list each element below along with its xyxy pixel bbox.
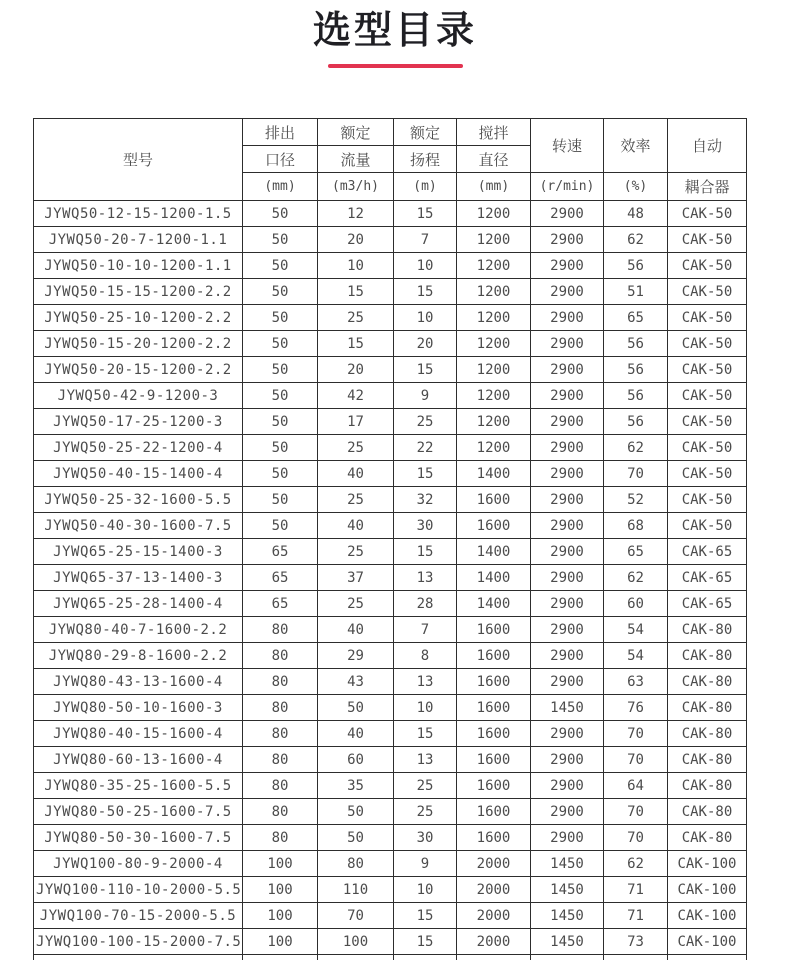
value-cell: 1200 xyxy=(457,357,531,383)
col-header-flow-line2: 流量 xyxy=(318,146,394,173)
table-row xyxy=(34,851,747,877)
col-header-head-line2: 扬程 xyxy=(394,146,457,173)
value-cell: 1600 xyxy=(457,643,531,669)
value-cell xyxy=(243,955,318,960)
value-cell: 2000 xyxy=(457,877,531,903)
value-cell: CAK-65 xyxy=(668,539,747,565)
col-header-flow-line1: 额定 xyxy=(318,119,394,146)
value-cell: 80 xyxy=(243,799,318,825)
value-cell: 65 xyxy=(604,539,668,565)
table-row xyxy=(34,279,747,305)
model-cell: JYWQ100-80-9-2000-4 xyxy=(34,851,243,877)
value-cell: CAK-80 xyxy=(668,721,747,747)
value-cell: 1600 xyxy=(457,617,531,643)
model-cell: JYWQ100-110-10-2000-5.5 xyxy=(34,877,243,903)
value-cell: 50 xyxy=(318,695,394,721)
value-cell: 60 xyxy=(604,591,668,617)
value-cell: 2900 xyxy=(531,305,604,331)
table-row xyxy=(34,799,747,825)
col-header-discharge-line1: 排出 xyxy=(243,119,318,146)
unit-head: (m) xyxy=(394,173,457,201)
unit-efficiency: (%) xyxy=(604,173,668,201)
value-cell: 2900 xyxy=(531,539,604,565)
value-cell: 20 xyxy=(318,227,394,253)
table-row xyxy=(34,201,747,227)
model-cell: JYWQ50-25-10-1200-2.2 xyxy=(34,305,243,331)
model-cell: JYWQ80-40-7-1600-2.2 xyxy=(34,617,243,643)
value-cell: 30 xyxy=(394,513,457,539)
value-cell: CAK-50 xyxy=(668,409,747,435)
model-cell: JYWQ50-40-15-1400-4 xyxy=(34,461,243,487)
table-row xyxy=(34,331,747,357)
value-cell: CAK-100 xyxy=(668,929,747,955)
model-cell: JYWQ80-50-10-1600-3 xyxy=(34,695,243,721)
value-cell: 37 xyxy=(318,565,394,591)
value-cell: 15 xyxy=(318,331,394,357)
value-cell xyxy=(531,955,604,960)
value-cell: 1600 xyxy=(457,487,531,513)
value-cell: CAK-100 xyxy=(668,877,747,903)
value-cell: 70 xyxy=(604,747,668,773)
value-cell: 50 xyxy=(243,227,318,253)
value-cell: 50 xyxy=(243,383,318,409)
value-cell: 1450 xyxy=(531,695,604,721)
value-cell: 70 xyxy=(604,721,668,747)
value-cell: 2900 xyxy=(531,461,604,487)
value-cell: 71 xyxy=(604,877,668,903)
value-cell: 80 xyxy=(243,695,318,721)
col-header-stir-line1: 搅拌 xyxy=(457,119,531,146)
model-cell: JYWQ50-10-10-1200-1.1 xyxy=(34,253,243,279)
value-cell: 1200 xyxy=(457,305,531,331)
value-cell: 65 xyxy=(243,591,318,617)
value-cell: CAK-80 xyxy=(668,773,747,799)
value-cell: 1600 xyxy=(457,513,531,539)
table-row xyxy=(34,539,747,565)
model-cell: JYWQ80-60-13-1600-4 xyxy=(34,747,243,773)
value-cell xyxy=(668,955,747,960)
model-cell: JYWQ100-100-15-2000-7.5 xyxy=(34,929,243,955)
value-cell xyxy=(457,955,531,960)
model-cell: JYWQ50-40-30-1600-7.5 xyxy=(34,513,243,539)
value-cell: 28 xyxy=(394,591,457,617)
value-cell: 2900 xyxy=(531,617,604,643)
value-cell: 80 xyxy=(243,617,318,643)
value-cell: 1600 xyxy=(457,747,531,773)
value-cell: 50 xyxy=(243,487,318,513)
table-row xyxy=(34,825,747,851)
model-cell: JYWQ50-20-7-1200-1.1 xyxy=(34,227,243,253)
value-cell: CAK-50 xyxy=(668,305,747,331)
value-cell: CAK-50 xyxy=(668,253,747,279)
unit-speed: (r/min) xyxy=(531,173,604,201)
value-cell: 9 xyxy=(394,383,457,409)
value-cell: 2900 xyxy=(531,669,604,695)
value-cell: 110 xyxy=(318,877,394,903)
value-cell: CAK-65 xyxy=(668,565,747,591)
model-cell: JYWQ65-25-15-1400-3 xyxy=(34,539,243,565)
value-cell: 80 xyxy=(243,747,318,773)
value-cell: 1600 xyxy=(457,773,531,799)
value-cell: 1400 xyxy=(457,565,531,591)
value-cell xyxy=(604,955,668,960)
title-underline-decoration xyxy=(328,64,463,68)
table-header xyxy=(34,119,747,201)
value-cell: 76 xyxy=(604,695,668,721)
table-row-cutoff xyxy=(34,955,747,960)
value-cell: 25 xyxy=(394,799,457,825)
value-cell: CAK-80 xyxy=(668,695,747,721)
value-cell xyxy=(394,955,457,960)
value-cell: 1200 xyxy=(457,253,531,279)
model-cell: JYWQ50-25-22-1200-4 xyxy=(34,435,243,461)
table-row xyxy=(34,617,747,643)
value-cell: 80 xyxy=(318,851,394,877)
table-row xyxy=(34,929,747,955)
value-cell: 1200 xyxy=(457,201,531,227)
value-cell: 50 xyxy=(318,825,394,851)
value-cell: 1200 xyxy=(457,227,531,253)
value-cell: 9 xyxy=(394,851,457,877)
value-cell: CAK-80 xyxy=(668,669,747,695)
model-cell: JYWQ50-12-15-1200-1.5 xyxy=(34,201,243,227)
value-cell: 40 xyxy=(318,513,394,539)
col-header-efficiency: 效率 xyxy=(604,119,668,173)
value-cell: 54 xyxy=(604,617,668,643)
value-cell: CAK-50 xyxy=(668,279,747,305)
value-cell: 1450 xyxy=(531,903,604,929)
value-cell: 70 xyxy=(318,903,394,929)
pump-selection-table xyxy=(33,118,747,960)
table-row xyxy=(34,305,747,331)
value-cell: 1200 xyxy=(457,383,531,409)
value-cell: 80 xyxy=(243,721,318,747)
value-cell: 50 xyxy=(243,279,318,305)
col-header-stir-line2: 直径 xyxy=(457,146,531,173)
value-cell: 80 xyxy=(243,643,318,669)
value-cell: 2900 xyxy=(531,435,604,461)
value-cell: CAK-50 xyxy=(668,331,747,357)
table-row xyxy=(34,435,747,461)
value-cell: 25 xyxy=(318,591,394,617)
value-cell: 42 xyxy=(318,383,394,409)
value-cell: 71 xyxy=(604,903,668,929)
value-cell: 25 xyxy=(394,409,457,435)
value-cell: CAK-50 xyxy=(668,383,747,409)
value-cell: 32 xyxy=(394,487,457,513)
value-cell: 2900 xyxy=(531,799,604,825)
value-cell: 80 xyxy=(243,669,318,695)
value-cell: 22 xyxy=(394,435,457,461)
value-cell: 100 xyxy=(243,903,318,929)
value-cell xyxy=(34,955,243,960)
value-cell: 50 xyxy=(243,435,318,461)
value-cell: 1200 xyxy=(457,331,531,357)
value-cell: 25 xyxy=(318,487,394,513)
value-cell: 2900 xyxy=(531,409,604,435)
value-cell: 56 xyxy=(604,331,668,357)
value-cell: 15 xyxy=(394,279,457,305)
col-header-speed: 转速 xyxy=(531,119,604,173)
value-cell: 12 xyxy=(318,201,394,227)
value-cell: CAK-50 xyxy=(668,461,747,487)
value-cell: CAK-50 xyxy=(668,513,747,539)
table-row xyxy=(34,773,747,799)
model-cell: JYWQ50-42-9-1200-3 xyxy=(34,383,243,409)
value-cell: 70 xyxy=(604,825,668,851)
value-cell: 50 xyxy=(243,513,318,539)
model-cell: JYWQ50-15-15-1200-2.2 xyxy=(34,279,243,305)
value-cell: CAK-50 xyxy=(668,487,747,513)
value-cell: 43 xyxy=(318,669,394,695)
value-cell: 68 xyxy=(604,513,668,539)
value-cell: 50 xyxy=(243,253,318,279)
table-row xyxy=(34,903,747,929)
model-cell: JYWQ80-43-13-1600-4 xyxy=(34,669,243,695)
table-row xyxy=(34,513,747,539)
value-cell: 60 xyxy=(318,747,394,773)
value-cell: 1200 xyxy=(457,409,531,435)
table-row xyxy=(34,487,747,513)
model-cell: JYWQ80-50-25-1600-7.5 xyxy=(34,799,243,825)
value-cell: 25 xyxy=(394,773,457,799)
value-cell: 2900 xyxy=(531,773,604,799)
value-cell: 1200 xyxy=(457,279,531,305)
table-row xyxy=(34,253,747,279)
value-cell: 1600 xyxy=(457,695,531,721)
table-row xyxy=(34,227,747,253)
value-cell: CAK-50 xyxy=(668,435,747,461)
value-cell: 8 xyxy=(394,643,457,669)
value-cell: 2900 xyxy=(531,513,604,539)
value-cell: 10 xyxy=(318,253,394,279)
col-header-discharge-line2: 口径 xyxy=(243,146,318,173)
value-cell: CAK-100 xyxy=(668,851,747,877)
value-cell: 50 xyxy=(243,409,318,435)
table-row xyxy=(34,461,747,487)
unit-coupler: 耦合器 xyxy=(668,173,747,201)
value-cell: 15 xyxy=(394,357,457,383)
value-cell: 52 xyxy=(604,487,668,513)
value-cell: CAK-50 xyxy=(668,227,747,253)
value-cell: 1200 xyxy=(457,435,531,461)
model-cell: JYWQ80-50-30-1600-7.5 xyxy=(34,825,243,851)
value-cell: 2900 xyxy=(531,591,604,617)
page-title: 选型目录 xyxy=(312,8,477,52)
value-cell: 1400 xyxy=(457,461,531,487)
value-cell: 1450 xyxy=(531,851,604,877)
value-cell: 13 xyxy=(394,669,457,695)
value-cell: CAK-80 xyxy=(668,799,747,825)
value-cell: 62 xyxy=(604,565,668,591)
value-cell: 50 xyxy=(318,799,394,825)
value-cell: 25 xyxy=(318,435,394,461)
table-row xyxy=(34,383,747,409)
value-cell: 2900 xyxy=(531,747,604,773)
value-cell: 20 xyxy=(318,357,394,383)
value-cell: 48 xyxy=(604,201,668,227)
value-cell xyxy=(318,955,394,960)
table-row xyxy=(34,669,747,695)
value-cell: CAK-80 xyxy=(668,825,747,851)
table-row xyxy=(34,591,747,617)
value-cell: 35 xyxy=(318,773,394,799)
value-cell: 1450 xyxy=(531,877,604,903)
unit-discharge: (mm) xyxy=(243,173,318,201)
model-cell: JYWQ100-70-15-2000-5.5 xyxy=(34,903,243,929)
value-cell: 2900 xyxy=(531,279,604,305)
model-cell: JYWQ50-25-32-1600-5.5 xyxy=(34,487,243,513)
value-cell: 2900 xyxy=(531,357,604,383)
value-cell: 62 xyxy=(604,851,668,877)
value-cell: CAK-50 xyxy=(668,201,747,227)
value-cell: 50 xyxy=(243,201,318,227)
value-cell: 1400 xyxy=(457,539,531,565)
model-cell: JYWQ80-35-25-1600-5.5 xyxy=(34,773,243,799)
value-cell: 100 xyxy=(243,851,318,877)
model-cell: JYWQ50-15-20-1200-2.2 xyxy=(34,331,243,357)
value-cell: 1600 xyxy=(457,669,531,695)
value-cell: 30 xyxy=(394,825,457,851)
value-cell: 2900 xyxy=(531,565,604,591)
value-cell: 1600 xyxy=(457,799,531,825)
value-cell: 2900 xyxy=(531,383,604,409)
value-cell: CAK-80 xyxy=(668,617,747,643)
table-row xyxy=(34,721,747,747)
value-cell: 25 xyxy=(318,305,394,331)
col-header-model: 型号 xyxy=(34,119,243,201)
table-row xyxy=(34,877,747,903)
value-cell: 100 xyxy=(318,929,394,955)
value-cell: 15 xyxy=(394,539,457,565)
value-cell: 1450 xyxy=(531,929,604,955)
value-cell: 10 xyxy=(394,305,457,331)
value-cell: 15 xyxy=(394,201,457,227)
table-row xyxy=(34,643,747,669)
value-cell: 2900 xyxy=(531,487,604,513)
value-cell: 65 xyxy=(243,539,318,565)
value-cell: 15 xyxy=(394,461,457,487)
value-cell: 15 xyxy=(318,279,394,305)
unit-flow: (m3/h) xyxy=(318,173,394,201)
value-cell: 10 xyxy=(394,877,457,903)
value-cell: 56 xyxy=(604,253,668,279)
table-row xyxy=(34,747,747,773)
value-cell: 17 xyxy=(318,409,394,435)
value-cell: 29 xyxy=(318,643,394,669)
value-cell: CAK-100 xyxy=(668,903,747,929)
value-cell: 2900 xyxy=(531,721,604,747)
value-cell: 25 xyxy=(318,539,394,565)
value-cell: 40 xyxy=(318,721,394,747)
table-row xyxy=(34,357,747,383)
value-cell: 80 xyxy=(243,825,318,851)
value-cell: 2000 xyxy=(457,903,531,929)
value-cell: 62 xyxy=(604,227,668,253)
value-cell: 20 xyxy=(394,331,457,357)
value-cell: 65 xyxy=(243,565,318,591)
value-cell: 10 xyxy=(394,253,457,279)
value-cell: 100 xyxy=(243,877,318,903)
value-cell: 50 xyxy=(243,305,318,331)
value-cell: 56 xyxy=(604,409,668,435)
table-body xyxy=(34,201,747,960)
value-cell: 15 xyxy=(394,903,457,929)
value-cell: 51 xyxy=(604,279,668,305)
value-cell: 7 xyxy=(394,227,457,253)
model-cell: JYWQ80-29-8-1600-2.2 xyxy=(34,643,243,669)
value-cell: 2900 xyxy=(531,825,604,851)
value-cell: 2900 xyxy=(531,253,604,279)
value-cell: 56 xyxy=(604,357,668,383)
value-cell: 80 xyxy=(243,773,318,799)
value-cell: 64 xyxy=(604,773,668,799)
value-cell: 70 xyxy=(604,461,668,487)
value-cell: 2000 xyxy=(457,851,531,877)
value-cell: 40 xyxy=(318,617,394,643)
value-cell: 13 xyxy=(394,747,457,773)
value-cell: 56 xyxy=(604,383,668,409)
value-cell: 73 xyxy=(604,929,668,955)
table-row xyxy=(34,565,747,591)
value-cell: 15 xyxy=(394,721,457,747)
value-cell: 2900 xyxy=(531,201,604,227)
value-cell: 1400 xyxy=(457,591,531,617)
value-cell: 2000 xyxy=(457,929,531,955)
value-cell: 65 xyxy=(604,305,668,331)
value-cell: 63 xyxy=(604,669,668,695)
col-header-head-line1: 额定 xyxy=(394,119,457,146)
value-cell: CAK-80 xyxy=(668,747,747,773)
value-cell: 7 xyxy=(394,617,457,643)
col-header-auto: 自动 xyxy=(668,119,747,173)
value-cell: 50 xyxy=(243,331,318,357)
table-row xyxy=(34,409,747,435)
value-cell: 100 xyxy=(243,929,318,955)
value-cell: 2900 xyxy=(531,643,604,669)
value-cell: 15 xyxy=(394,929,457,955)
value-cell: 50 xyxy=(243,357,318,383)
model-cell: JYWQ50-17-25-1200-3 xyxy=(34,409,243,435)
value-cell: CAK-80 xyxy=(668,643,747,669)
model-cell: JYWQ65-37-13-1400-3 xyxy=(34,565,243,591)
value-cell: 40 xyxy=(318,461,394,487)
value-cell: 70 xyxy=(604,799,668,825)
value-cell: 50 xyxy=(243,461,318,487)
model-cell: JYWQ80-40-15-1600-4 xyxy=(34,721,243,747)
value-cell: CAK-65 xyxy=(668,591,747,617)
value-cell: 1600 xyxy=(457,721,531,747)
table-row xyxy=(34,695,747,721)
value-cell: 10 xyxy=(394,695,457,721)
value-cell: 54 xyxy=(604,643,668,669)
value-cell: CAK-50 xyxy=(668,357,747,383)
model-cell: JYWQ65-25-28-1400-4 xyxy=(34,591,243,617)
value-cell: 2900 xyxy=(531,227,604,253)
value-cell: 62 xyxy=(604,435,668,461)
value-cell: 2900 xyxy=(531,331,604,357)
unit-stir: (mm) xyxy=(457,173,531,201)
value-cell: 1600 xyxy=(457,825,531,851)
header-row-1 xyxy=(34,119,747,146)
value-cell: 13 xyxy=(394,565,457,591)
model-cell: JYWQ50-20-15-1200-2.2 xyxy=(34,357,243,383)
